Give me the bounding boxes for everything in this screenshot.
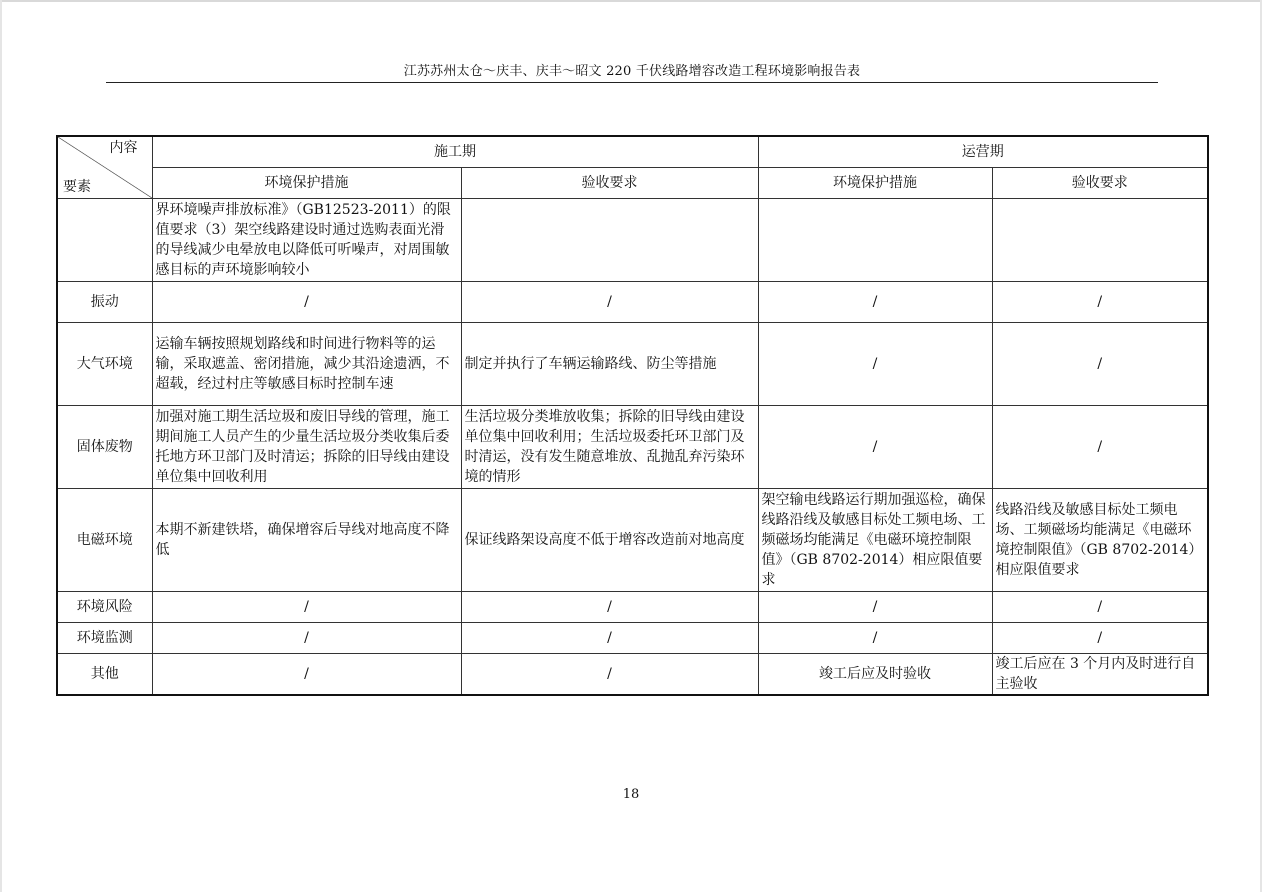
row-element: 环境监测: [57, 622, 152, 653]
page-number: 18: [622, 787, 640, 802]
construction-acceptance-cell: 保证线路架设高度不低于增容改造前对地高度: [461, 488, 758, 591]
construction-measures-cell: /: [152, 653, 461, 695]
construction-acceptance-cell: /: [461, 591, 758, 622]
page-header-title: 江苏苏州太仓～庆丰、庆丰～昭文 220 千伏线路增容改造工程环境影响报告表: [403, 64, 861, 79]
construction-measures-cell: 加强对施工期生活垃圾和废旧导线的管理，施工期间施工人员产生的少量生活垃圾分类收集后委托地方环卫部门及时清运；拆除的旧导线由建设单位集中回收利用: [152, 405, 461, 488]
row-element: 大气环境: [57, 322, 152, 405]
table-header-row-columns: [57, 167, 1208, 198]
construction-acceptance-cell: /: [461, 653, 758, 695]
table-row: [57, 198, 1208, 281]
operation-acceptance-cell: /: [992, 591, 1208, 622]
table-row: [57, 488, 1208, 591]
operation-acceptance-cell: 竣工后应在 3 个月内及时进行自主验收: [992, 653, 1208, 695]
row-element: 固体废物: [57, 405, 152, 488]
table-row: [57, 622, 1208, 653]
row-element: [57, 198, 152, 281]
page-edge-top: [0, 0, 1262, 2]
corner-content-label: 内容: [109, 140, 138, 156]
construction-acceptance-cell: /: [461, 622, 758, 653]
table-row: [57, 322, 1208, 405]
operation-measures-cell: [758, 198, 992, 281]
operation-measures-cell: 架空输电线路运行期加强巡检，确保线路沿线及敏感目标处工频电场、工频磁场均能满足《电磁环境控制限值》（GB 8702-2014）相应限值要求: [758, 488, 992, 591]
table-header-row-periods: [57, 136, 1208, 167]
construction-measures-cell: 本期不新建铁塔，确保增容后导线对地高度不降低: [152, 488, 461, 591]
header-rule: [106, 82, 1158, 83]
header-construction-measures: 环境保护措施: [152, 167, 461, 198]
row-element: 振动: [57, 281, 152, 322]
operation-acceptance-cell: [992, 198, 1208, 281]
operation-measures-cell: /: [758, 405, 992, 488]
page-edge-left: [0, 0, 2, 892]
table-row: [57, 653, 1208, 695]
operation-measures-cell: /: [758, 322, 992, 405]
row-element: 电磁环境: [57, 488, 152, 591]
construction-measures-cell: /: [152, 281, 461, 322]
construction-measures-cell: 运输车辆按照规划路线和时间进行物料等的运输，采取遮盖、密闭措施，减少其沿途遗洒，不超载，经过村庄等敏感目标时控制车速: [152, 322, 461, 405]
row-element: 环境风险: [57, 591, 152, 622]
construction-measures-cell: 界环境噪声排放标准》（GB12523-2011）的限值要求（3）架空线路建设时通过选购表面光滑的导线减少电晕放电以降低可听噪声，对周围敏感目标的声环境影响较小: [152, 198, 461, 281]
header-operation-measures: 环境保护措施: [758, 167, 992, 198]
construction-acceptance-cell: /: [461, 281, 758, 322]
operation-measures-cell: 竣工后应及时验收: [758, 653, 992, 695]
operation-acceptance-cell: /: [992, 622, 1208, 653]
operation-measures-cell: /: [758, 622, 992, 653]
header-construction-acceptance: 验收要求: [461, 167, 758, 198]
operation-acceptance-cell: 线路沿线及敏感目标处工频电场、工频磁场均能满足《电磁环境控制限值》（GB 8702-2014）相应限值要求: [992, 488, 1208, 591]
corner-element-label: 要素: [63, 178, 91, 195]
operation-acceptance-cell: /: [992, 405, 1208, 488]
construction-measures-cell: /: [152, 622, 461, 653]
header-construction-period: 施工期: [152, 136, 758, 167]
header-operation-acceptance: 验收要求: [992, 167, 1208, 198]
construction-acceptance-cell: [461, 198, 758, 281]
operation-measures-cell: /: [758, 591, 992, 622]
row-element: 其他: [57, 653, 152, 695]
construction-measures-cell: /: [152, 591, 461, 622]
construction-acceptance-cell: 生活垃圾分类堆放收集；拆除的旧导线由建设单位集中回收利用；生活垃圾委托环卫部门及时清运，没有发生随意堆放、乱抛乱弃污染环境的情形: [461, 405, 758, 488]
table-row: [57, 281, 1208, 322]
measures-table: [56, 135, 1209, 696]
operation-measures-cell: /: [758, 281, 992, 322]
operation-acceptance-cell: /: [992, 281, 1208, 322]
header-operation-period: 运营期: [758, 136, 1208, 167]
operation-acceptance-cell: /: [992, 322, 1208, 405]
table-row: [57, 405, 1208, 488]
corner-cell: [57, 136, 152, 198]
table-row: [57, 591, 1208, 622]
construction-acceptance-cell: 制定并执行了车辆运输路线、防尘等措施: [461, 322, 758, 405]
